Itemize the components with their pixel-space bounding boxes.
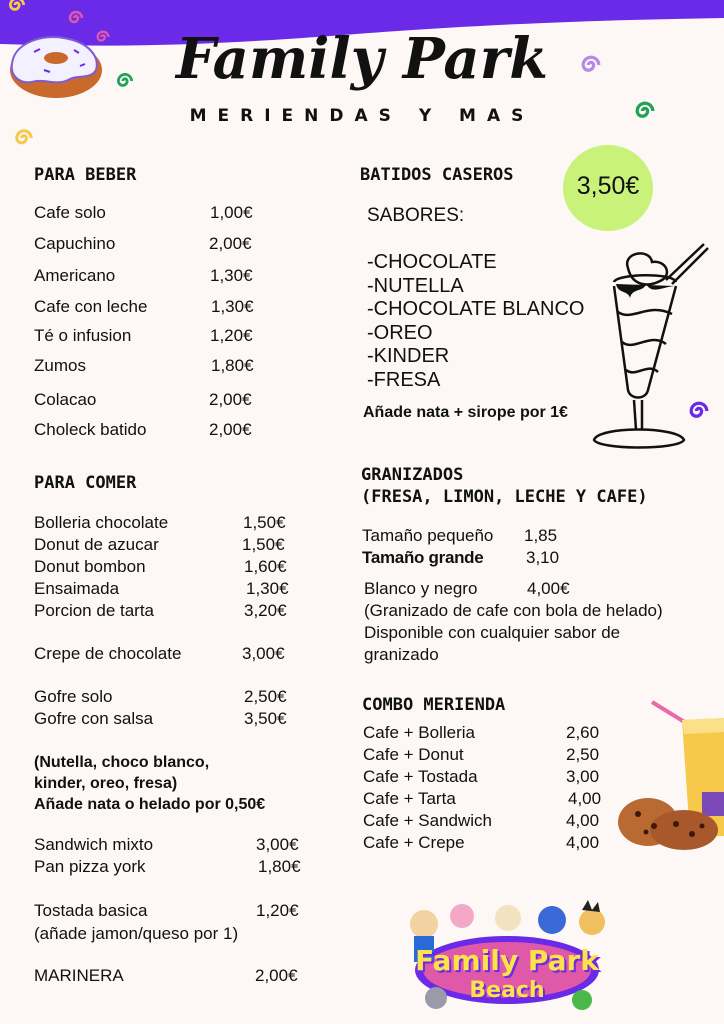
list-item xyxy=(34,579,289,599)
item-name: MARINERA xyxy=(34,966,124,985)
flavor-item: -NUTELLA xyxy=(367,274,464,297)
list-item xyxy=(34,356,254,376)
list-item xyxy=(34,390,252,410)
item-price: 1,20€ xyxy=(210,326,253,345)
flavor-item: -KINDER xyxy=(367,345,450,367)
item-price: 3,00€ xyxy=(256,835,299,854)
heading-line: GRANIZADOS xyxy=(361,465,464,485)
item-name: Bolleria chocolate xyxy=(34,513,169,532)
item-name: Cafe + Crepe xyxy=(363,833,465,852)
item-name: Ensaimada xyxy=(34,579,120,598)
item-price: 1,50€ xyxy=(243,513,286,532)
item-name: Porcion de tarta xyxy=(34,601,155,620)
tostada-note: (añade jamon/queso por 1) xyxy=(34,924,239,943)
item-name: Choleck batido xyxy=(34,420,147,439)
item-price: 1,85 xyxy=(524,526,558,545)
milkshake-icon xyxy=(588,240,712,452)
item-price: 4,00 xyxy=(566,833,600,852)
gofre-note xyxy=(34,752,265,815)
page-subtitle: MERIENDAS Y MAS xyxy=(189,106,535,126)
item-name: Tamaño pequeño xyxy=(362,526,494,545)
logo-line2: Beach xyxy=(469,978,545,1003)
item-price: 3,00€ xyxy=(242,644,285,663)
list-item xyxy=(34,513,286,533)
desc-line: (Granizado de cafe con bola de helado) xyxy=(364,601,663,620)
item-price: 2,00€ xyxy=(209,420,252,439)
list-item xyxy=(34,709,287,729)
combo-heading: COMBO MERIENDA xyxy=(362,695,506,715)
list-item xyxy=(34,557,287,577)
item-name: Tostada basica xyxy=(34,901,148,920)
list-item xyxy=(363,745,600,765)
item-price: 1,60€ xyxy=(244,557,287,576)
item-price: 4,00€ xyxy=(527,579,570,598)
item-price: 2,00€ xyxy=(209,390,252,409)
swirl-icon xyxy=(6,0,28,16)
item-name: Cafe + Bolleria xyxy=(363,723,475,742)
list-item xyxy=(34,835,299,855)
list-item xyxy=(34,203,253,223)
item-name: Pan pizza york xyxy=(34,857,146,876)
item-price: 1,30€ xyxy=(210,266,253,285)
item-price: 2,00€ xyxy=(255,966,298,985)
note-line: kinder, oreo, fresa) xyxy=(34,775,178,792)
list-item xyxy=(363,767,600,787)
list-item xyxy=(34,297,254,317)
flavor-item: -FRESA xyxy=(367,368,441,391)
item-price: 2,60 xyxy=(566,723,600,742)
batidos-heading: BATIDOS CASEROS xyxy=(360,165,514,185)
comer-heading: PARA COMER xyxy=(34,473,137,493)
item-price: 3,00 xyxy=(566,767,600,786)
item-name: Tamaño grande xyxy=(362,548,484,567)
item-name: Colacao xyxy=(34,390,97,409)
granizado-desc xyxy=(364,600,663,666)
item-name: Crepe de chocolate xyxy=(34,644,182,663)
item-name: Cafe con leche xyxy=(34,297,148,316)
list-item xyxy=(34,420,252,440)
item-name: Capuchino xyxy=(34,234,116,253)
flavor-item: -CHOCOLATE xyxy=(367,251,497,273)
item-name: Sandwich mixto xyxy=(34,835,154,854)
list-item xyxy=(34,326,253,346)
item-name: Americano xyxy=(34,266,116,285)
list-item xyxy=(34,687,287,707)
list-item xyxy=(363,723,600,743)
desc-line: Disponible con cualquier sabor de xyxy=(364,623,621,642)
item-name: Cafe solo xyxy=(34,203,106,222)
item-price: 1,80€ xyxy=(211,356,254,375)
list-item xyxy=(34,266,253,286)
item-price: 4,00 xyxy=(566,811,600,830)
item-name: Donut de azucar xyxy=(34,535,159,554)
swirl-icon xyxy=(66,8,86,28)
item-price: 3,20€ xyxy=(244,601,287,620)
item-price: 1,30€ xyxy=(211,297,254,316)
item-name: Cafe + Donut xyxy=(363,745,464,764)
list-item xyxy=(364,579,570,599)
item-name: Cafe + Tarta xyxy=(363,789,456,808)
item-name: Cafe + Sandwich xyxy=(363,811,492,830)
family-park-logo xyxy=(396,900,618,1018)
item-name: Blanco y negro xyxy=(364,579,478,598)
item-price: 4,00 xyxy=(568,789,602,808)
juice-cookies-icon xyxy=(616,696,724,856)
item-name: Zumos xyxy=(34,356,86,375)
flavor-item: -CHOCOLATE BLANCO xyxy=(367,298,585,320)
list-item xyxy=(34,966,298,986)
item-name: Gofre solo xyxy=(34,687,113,706)
list-item xyxy=(363,833,600,853)
sabores-label: SABORES: xyxy=(367,205,465,226)
item-price: 1,00€ xyxy=(210,203,253,222)
item-price: 3,10 xyxy=(526,548,560,567)
item-name: Cafe + Tostada xyxy=(363,767,478,786)
item-price: 2,50€ xyxy=(244,687,287,706)
item-price: 2,00€ xyxy=(209,234,252,253)
beber-heading: PARA BEBER xyxy=(34,165,137,185)
desc-line: granizado xyxy=(364,645,439,664)
page-title: Family Park xyxy=(175,26,548,92)
list-item xyxy=(34,901,299,921)
batidos-extra: Añade nata + sirope por 1€ xyxy=(363,404,568,421)
list-item xyxy=(34,601,287,621)
list-item xyxy=(362,526,558,546)
granizados-heading xyxy=(361,464,648,508)
item-price: 1,30€ xyxy=(246,579,289,598)
price-badge-label: 3,50€ xyxy=(576,172,640,200)
list-item xyxy=(363,811,600,831)
item-price: 2,50 xyxy=(566,745,600,764)
item-price: 1,50€ xyxy=(242,535,285,554)
item-price: 3,50€ xyxy=(244,709,287,728)
note-line: (Nutella, choco blanco, xyxy=(34,754,210,771)
swirl-icon xyxy=(12,126,36,150)
logo-line1: Family Park xyxy=(415,944,599,977)
flavor-list xyxy=(367,251,584,392)
item-name: Té o infusion xyxy=(34,326,132,345)
list-item xyxy=(362,548,560,568)
list-item xyxy=(34,234,252,254)
item-price: 1,20€ xyxy=(256,901,299,920)
item-name: Gofre con salsa xyxy=(34,709,154,728)
item-name: Donut bombon xyxy=(34,557,146,576)
list-item xyxy=(34,857,301,877)
note-line: Añade nata o helado por 0,50€ xyxy=(34,796,266,813)
list-item xyxy=(363,789,602,809)
flavor-item: -OREO xyxy=(367,321,433,344)
list-item xyxy=(34,535,285,555)
heading-line: (FRESA, LIMON, LECHE Y CAFE) xyxy=(361,487,648,507)
list-item xyxy=(34,644,285,664)
item-price: 1,80€ xyxy=(258,857,301,876)
